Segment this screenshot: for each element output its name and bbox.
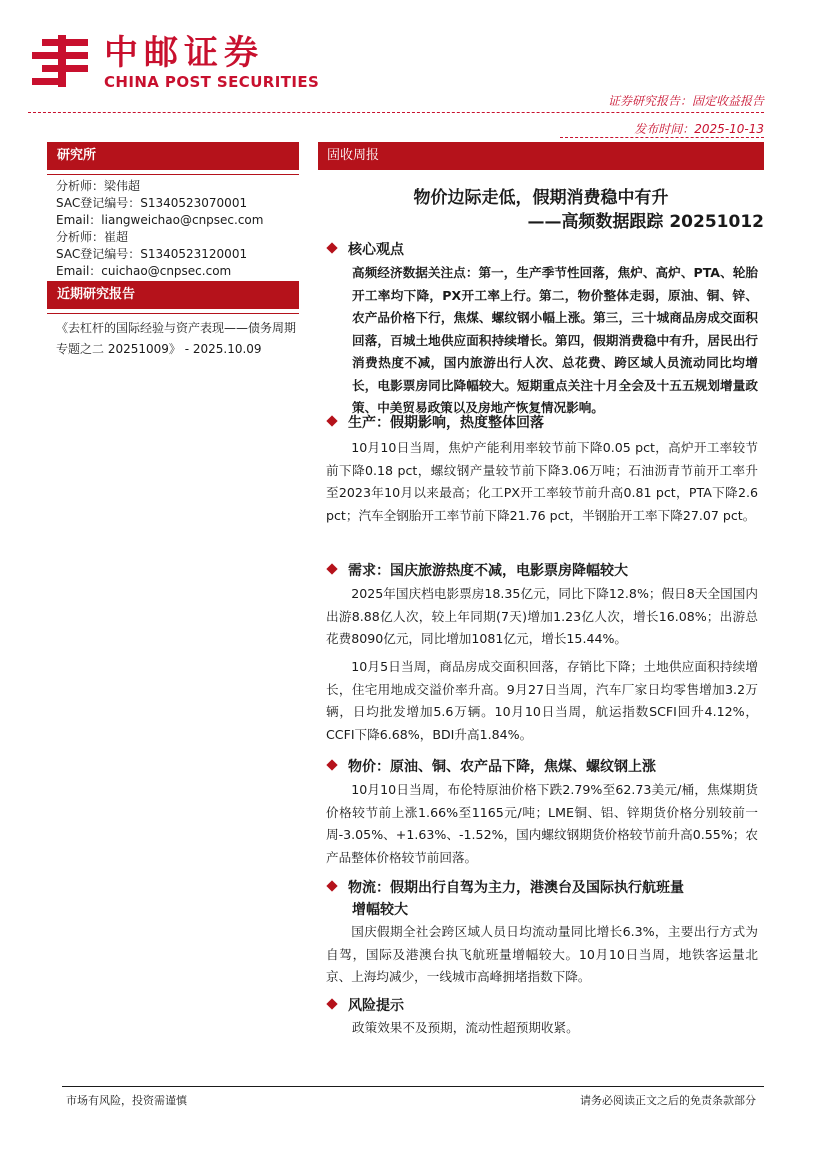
section-heading-logistics: 物流：假期出行自驾为主力，港澳台及国际执行航班量 xyxy=(328,878,684,898)
analyst-email[interactable]: Email：liangweichao@cnpsec.com xyxy=(56,213,264,227)
publish-date: 发布时间：2025-10-13 xyxy=(634,122,764,136)
section-heading-prices: 物价：原油、铜、农产品下降，焦煤、螺纹钢上涨 xyxy=(328,757,656,777)
analyst-sac: SAC登记编号：S1340523070001 xyxy=(56,196,248,210)
report-title: 物价边际走低，假期消费稳中有升 xyxy=(413,188,669,208)
diamond-bullet-icon xyxy=(326,242,337,253)
brand-name-en: CHINA POST SECURITIES xyxy=(104,73,320,91)
analyst-email[interactable]: Email：cuichao@cnpsec.com xyxy=(56,264,232,278)
diamond-bullet-icon xyxy=(326,415,337,426)
demand-paragraph: 10月5日当周，商品房成交面积回落，存销比下降；土地供应面积持续增长，住宅用地成交溢价率升高。9月27日当周，汽车厂家日均零售增加3.2万辆，日均批发增加5.6万辆。10月10日当周，航运指数SCFI回升4.12%，CCFI下降6.68%，BDI升高1.84%。 xyxy=(326,659,758,742)
header-divider xyxy=(28,112,764,113)
sidebar-divider xyxy=(47,174,299,175)
date-divider xyxy=(560,137,764,138)
logistics-paragraph: 国庆假期全社会跨区域人员日均流动量同比增长6.3%，主要出行方式为自驾，国际及港澳台执飞航班量增幅较大。10月10日当周，地铁客运量北京、上海均减少，一线城市高峰拥堵指数下降。 xyxy=(326,924,758,984)
footer-disclaimer-note: 请务必阅读正文之后的免责条款部分 xyxy=(580,1094,756,1107)
sidebar-divider xyxy=(47,313,299,314)
section-heading-demand: 需求：国庆旅游热度不减，电影票房降幅较大 xyxy=(328,561,628,581)
recent-report-link[interactable]: 《去杠杆的国际经验与资产表现——债务周期专题之二 20251009》 - 2025.10.09 xyxy=(56,321,297,356)
report-category: 固收周报 xyxy=(318,142,764,170)
core-view-paragraph: 高频经济数据关注点：第一，生产季节性回落，焦炉、高炉、PTA、轮胎开工率均下降，PX开工率上行。第二，物价整体走弱，原油、铜、锌、农产品价格下行，焦煤、螺纹钢小幅上涨。第三，三十城商品房成交面积回落，百城土地供应面积持续增长。第四，假期消费稳中有升，居民出行消费热度不减，国内旅游出行人次、总花费、跨区域人员流动同比均增长，电影票房同比降幅较大。短期重点关注十月全会及十五五规划增量政策、中美贸易政策以及房地产恢复情况影响。 xyxy=(352,265,758,415)
recent-reports-label: 近期研究报告 xyxy=(47,281,299,309)
risk-paragraph: 政策效果不及预期，流动性超预期收紧。 xyxy=(352,1020,579,1035)
section-heading-risk: 风险提示 xyxy=(328,996,404,1016)
diamond-bullet-icon xyxy=(326,998,337,1009)
diamond-bullet-icon xyxy=(326,880,337,891)
report-subtitle: ——高频数据跟踪 20251012 xyxy=(527,212,764,232)
section-heading-core-view: 核心观点 xyxy=(328,240,404,260)
brand-name-cn: 中邮证券 xyxy=(104,33,264,73)
demand-paragraph: 2025年国庆档电影票房18.35亿元，同比下降12.8%；假日8天全国国内出游8.88亿人次，较上年同期(7天)增加1.23亿人次，增长16.08%；出游总花费8090亿元，同比增加1081亿元，增长15.44%。 xyxy=(326,586,758,646)
china-post-logo-icon xyxy=(28,33,94,89)
analyst-sac: SAC登记编号：S1340523120001 xyxy=(56,247,248,261)
production-paragraph: 10月10日当周，焦炉产能利用率较节前下降0.05 pct，高炉开工率较节前下降0.18 pct，螺纹钢产量较节前下降3.06万吨；石油沥青节前开工率升至2023年10月以来最高；化工PX开工率较节前升高0.81 pct，PTA下降2.6 pct；汽车全钢胎开工率节前下降21.76 pct，半钢胎开工率下降27.07 pct。 xyxy=(326,440,758,523)
diamond-bullet-icon xyxy=(326,759,337,770)
diamond-bullet-icon xyxy=(326,563,337,574)
footer-divider xyxy=(62,1086,764,1087)
analyst-name: 分析师：梁伟超 xyxy=(56,179,141,193)
report-type: 证券研究报告：固定收益报告 xyxy=(607,94,764,108)
footer-risk-note: 市场有风险，投资需谨慎 xyxy=(66,1094,187,1107)
section-heading-logistics-cont: 增幅较大 xyxy=(352,902,408,918)
prices-paragraph: 10月10日当周，布伦特原油价格下跌2.79%至62.73美元/桶，焦煤期货价格较节前上涨1.66%至1165元/吨；LME铜、铝、锌期货价格分别较前一周-3.05%、+1.63%、-1.52%，国内螺纹钢期货价格较节前升高0.55%；农产品整体价格较节前回落。 xyxy=(326,782,758,865)
section-heading-production: 生产：假期影响，热度整体回落 xyxy=(328,413,544,433)
analyst-name: 分析师：崔超 xyxy=(56,230,129,244)
institute-label: 研究所 xyxy=(47,142,299,170)
